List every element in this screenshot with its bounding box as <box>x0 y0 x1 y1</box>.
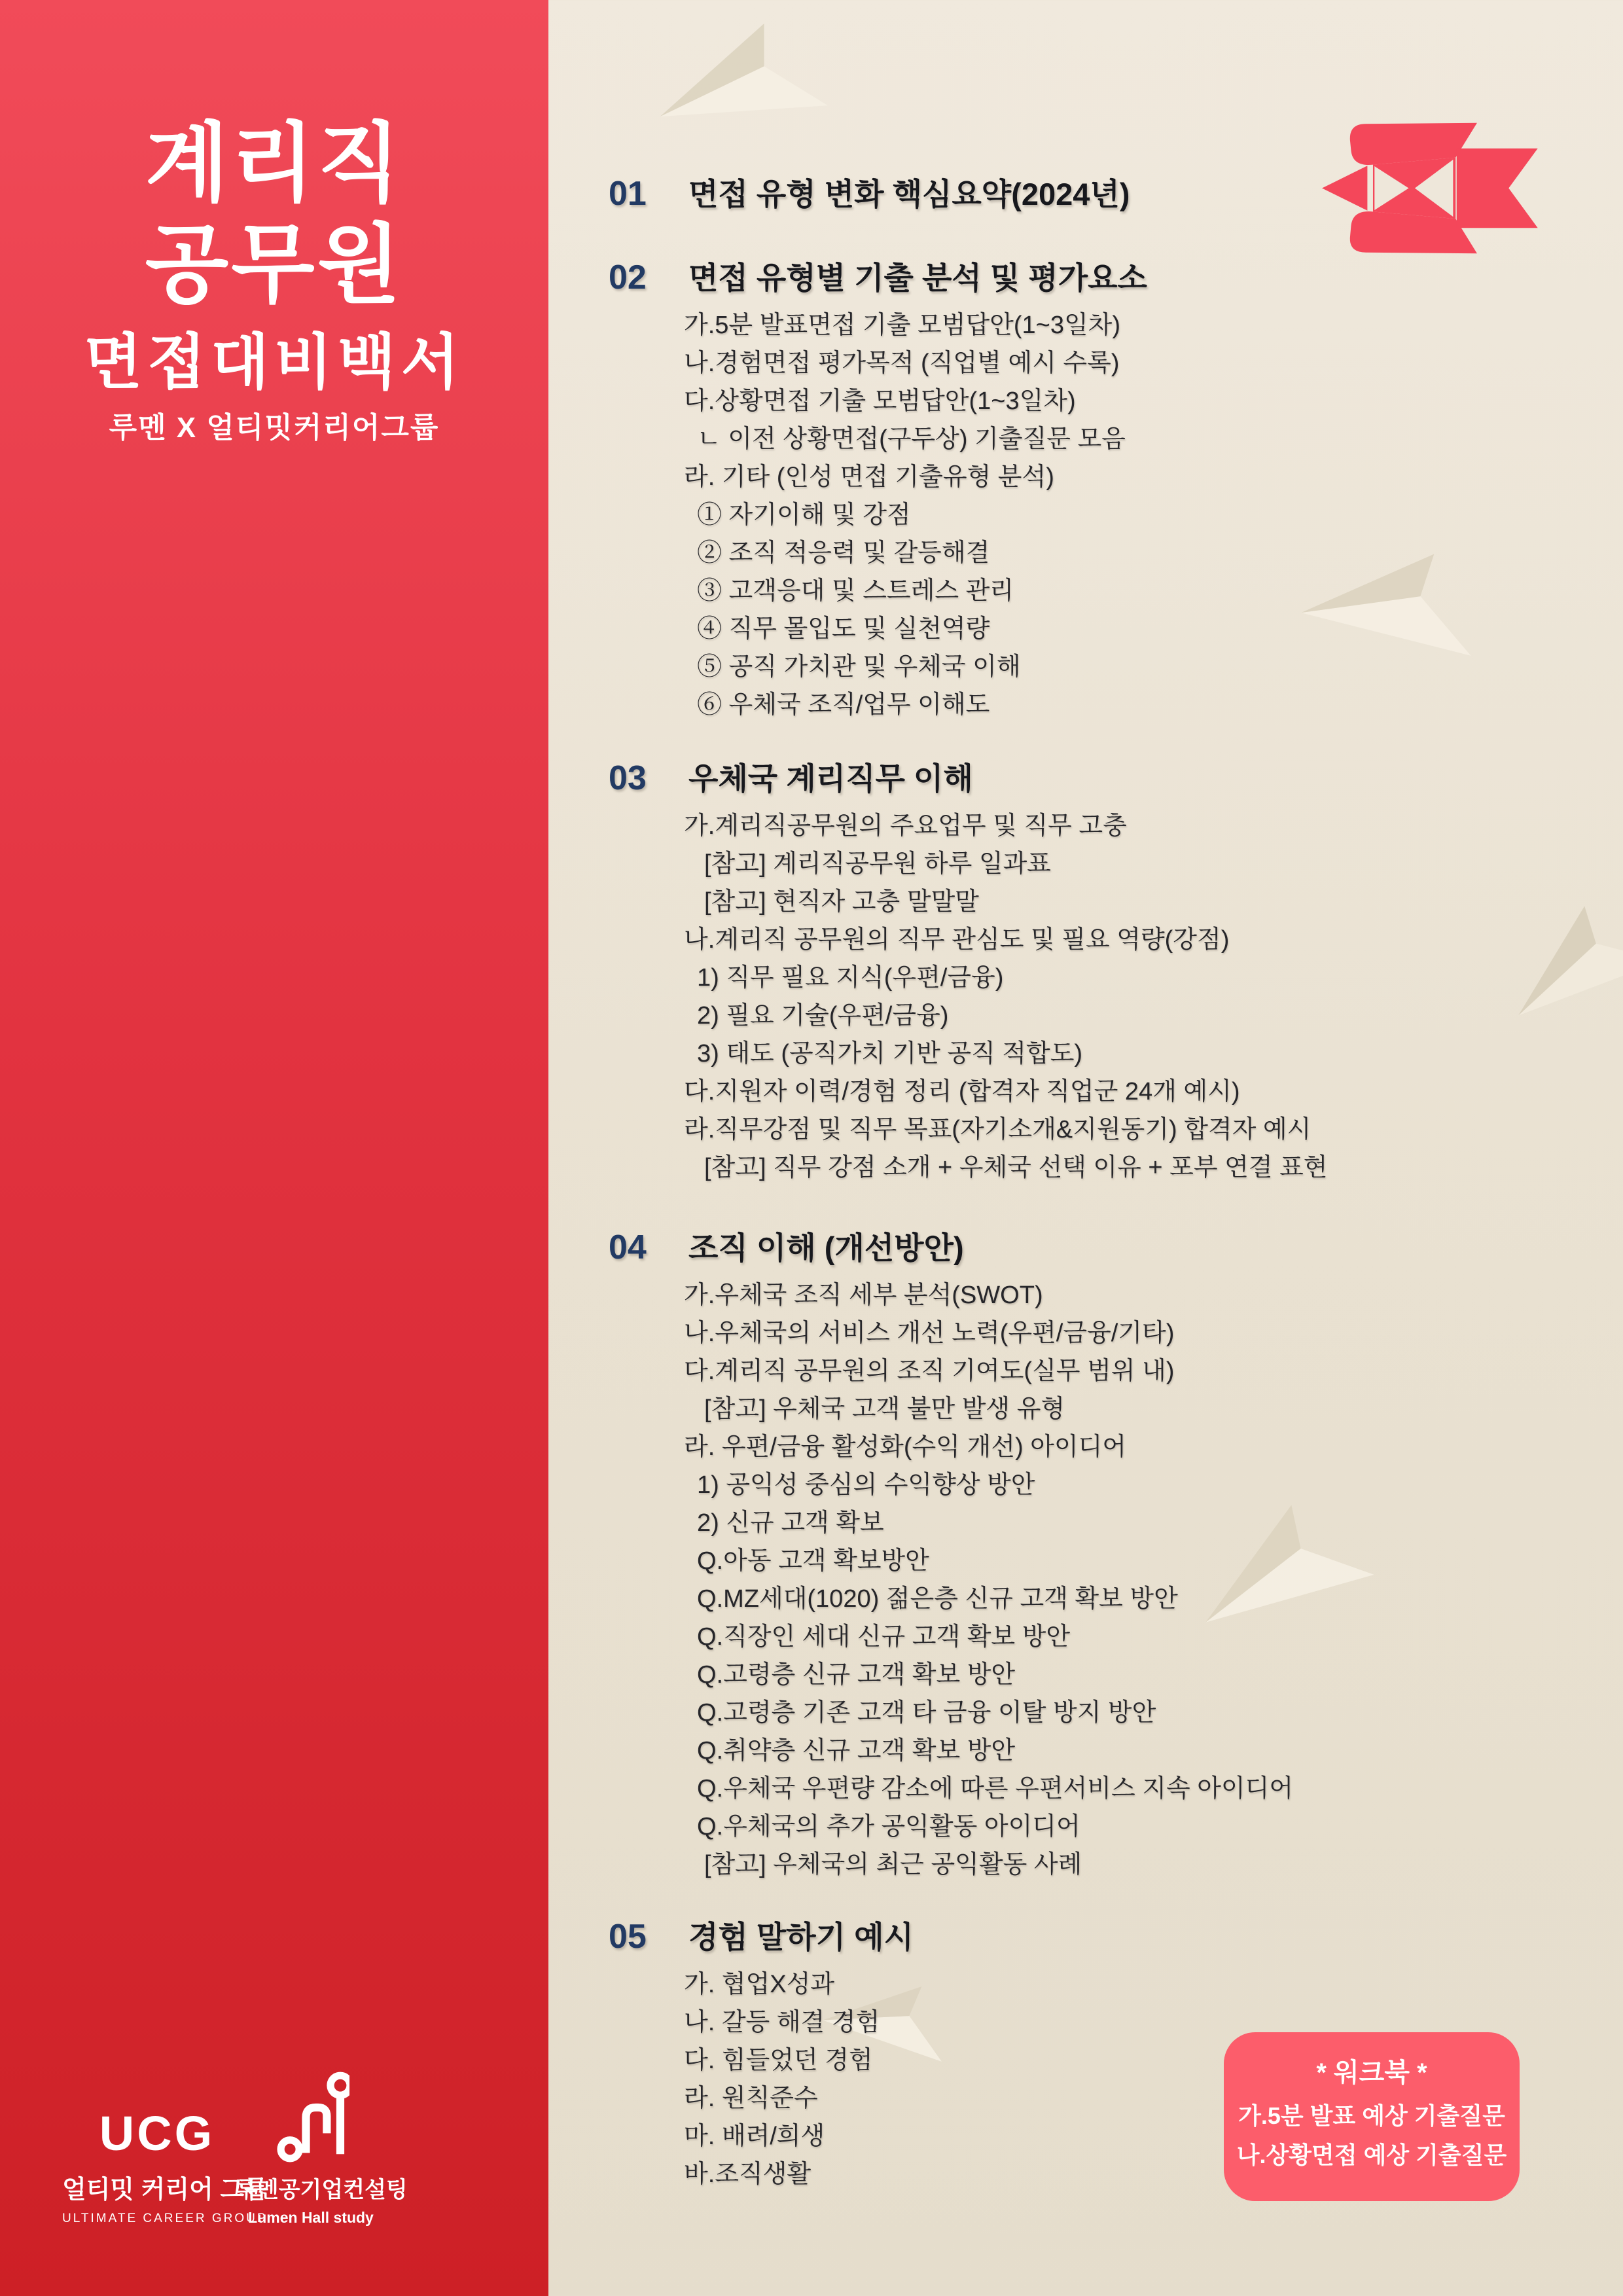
toc-item: Q.우체국의 추가 공익활동 아이디어 <box>697 1813 1080 1840</box>
workbook-item: 나.상황면접 예상 기출질문 <box>1236 2142 1507 2168</box>
toc-item: [참고] 계리직공무원 하루 일과표 <box>704 850 1051 878</box>
toc-item: Q.고령층 신규 고객 확보 방안 <box>697 1661 1016 1689</box>
workbook-title: * 워크북 * <box>1316 2058 1427 2087</box>
section-title: 우체국 계리직무 이해 <box>688 761 973 796</box>
section-items <box>0 1276 1623 1884</box>
toc-item: [참고] 현직자 고충 말말말 <box>704 888 979 916</box>
toc-item: 나.우체국의 서비스 개선 노력(우편/금융/기타) <box>684 1319 1175 1347</box>
section-items <box>0 306 1623 724</box>
toc-item: 라. 기타 (인성 면접 기출유형 분석) <box>684 463 1054 491</box>
toc-item: 2) 필요 기술(우편/금융) <box>697 1002 949 1030</box>
ucg-logo-name-en: ULTIMATE CAREER GROUP <box>62 2212 268 2225</box>
toc-item: ② 조직 적응력 및 갈등해결 <box>697 539 990 567</box>
toc-item: 2) 신규 고객 확보 <box>697 1509 884 1537</box>
lumen-logo-name-en: Lumen Hall study <box>248 2209 374 2226</box>
toc-item: Q.우체국 우편량 감소에 따른 우편서비스 지속 아이디어 <box>697 1775 1294 1803</box>
section-title: 면접 유형별 기출 분석 및 평가요소 <box>688 260 1147 295</box>
toc-item: 1) 공익성 중심의 수익향상 방안 <box>697 1471 1035 1499</box>
toc-item: Q.취약층 신규 고객 확보 방안 <box>697 1737 1016 1765</box>
section-number: 04 <box>609 1229 647 1266</box>
toc-item: ⑤ 공직 가치관 및 우체국 이해 <box>697 653 1021 681</box>
workbook-card <box>1224 2032 1520 2201</box>
section-number: 05 <box>609 1918 647 1956</box>
toc-item: Q.직장인 세대 신규 고객 확보 방안 <box>697 1623 1071 1651</box>
toc-item: 라. 원칙준수 <box>684 2085 818 2112</box>
poster-subtitle: 면접대비백서 <box>84 329 465 396</box>
toc-item: [참고] 우체국의 최근 공익활동 사례 <box>704 1851 1082 1878</box>
toc-item: 나. 갈등 해결 경험 <box>684 2009 880 2036</box>
toc-item: 나.경험면접 평가목적 (직업별 예시 수록) <box>684 350 1120 377</box>
toc-item: 바.조직생활 <box>684 2161 812 2188</box>
toc-item: 다.지원자 이력/경험 정리 (합격자 직업군 24개 예시) <box>684 1078 1240 1105</box>
ucg-logo-acronym: UCG <box>99 2106 215 2161</box>
section-title: 면접 유형 변화 핵심요약(2024년) <box>688 177 1130 211</box>
poster-title-line2: 공무원 <box>145 217 404 313</box>
toc-item: 가. 협업X성과 <box>684 1971 835 1998</box>
toc-item: 다.상황면접 기출 모범답안(1~3일차) <box>684 387 1076 415</box>
section-number: 03 <box>609 759 647 797</box>
section-number: 02 <box>609 259 647 296</box>
toc-item: ④ 직무 몰입도 및 실천역량 <box>697 615 990 643</box>
toc-item: ⑥ 우체국 조직/업무 이해도 <box>697 691 990 719</box>
lumen-logo-name-kr: 루멘공기업컨설팅 <box>236 2178 408 2202</box>
toc-item: 다. 힘들었던 경험 <box>684 2047 873 2074</box>
toc-item: ③ 고객응대 및 스트레스 관리 <box>697 577 1014 605</box>
section-items <box>0 807 1623 1187</box>
workbook-item: 가.5분 발표 예상 기출질문 <box>1238 2102 1505 2129</box>
poster-title <box>0 113 548 315</box>
toc-item: 가.계리직공무원의 주요업무 및 직무 고충 <box>684 812 1127 840</box>
toc-item: [참고] 직무 강점 소개 + 우체국 선택 이유 + 포부 연결 표현 <box>704 1154 1328 1181</box>
toc-item: 다.계리직 공무원의 조직 기여도(실무 범위 내) <box>684 1357 1175 1385</box>
toc-item: ① 자기이해 및 강점 <box>697 501 911 529</box>
section-number: 01 <box>609 175 647 213</box>
toc-item: 가.5분 발표면접 기출 모범답안(1~3일차) <box>684 312 1121 339</box>
section-title: 경험 말하기 예시 <box>688 1920 914 1954</box>
toc-item: 나.계리직 공무원의 직무 관심도 및 필요 역량(강점) <box>684 926 1230 954</box>
poster-byline: 루멘 X 얼티밋커리어그룹 <box>109 412 440 444</box>
toc-item: Q.아동 고객 확보방안 <box>697 1547 929 1575</box>
section-title: 조직 이해 (개선방안) <box>688 1230 964 1265</box>
toc-item: 마. 배려/희생 <box>684 2123 825 2150</box>
poster-title-line1: 계리직 <box>145 115 404 211</box>
toc-item: 라.직무강점 및 직무 목표(자기소개&지원동기) 합격자 예시 <box>684 1116 1311 1143</box>
brand-flag-logo <box>1276 101 1558 275</box>
toc-item: 라. 우편/금융 활성화(수익 개선) 아이디어 <box>684 1433 1126 1461</box>
toc-item: Q.고령층 기존 고객 타 금융 이탈 방지 방안 <box>697 1699 1156 1727</box>
ucg-logo-name-kr: 얼티밋 커리어 그룹 <box>62 2176 268 2204</box>
toc-item: 3) 태도 (공직가치 기반 공직 적합도) <box>697 1040 1083 1067</box>
toc-item: Q.MZ세대(1020) 젊은층 신규 고객 확보 방안 <box>697 1585 1178 1613</box>
toc-item: [참고] 우체국 고객 불만 발생 유형 <box>704 1395 1065 1423</box>
toc-item: 1) 직무 필요 지식(우편/금융) <box>697 964 1004 992</box>
paper-plane-icon <box>659 0 846 166</box>
toc-item: ㄴ 이전 상황면접(구두상) 기출질문 모음 <box>697 425 1126 453</box>
toc-item: 가.우체국 조직 세부 분석(SWOT) <box>684 1282 1043 1309</box>
